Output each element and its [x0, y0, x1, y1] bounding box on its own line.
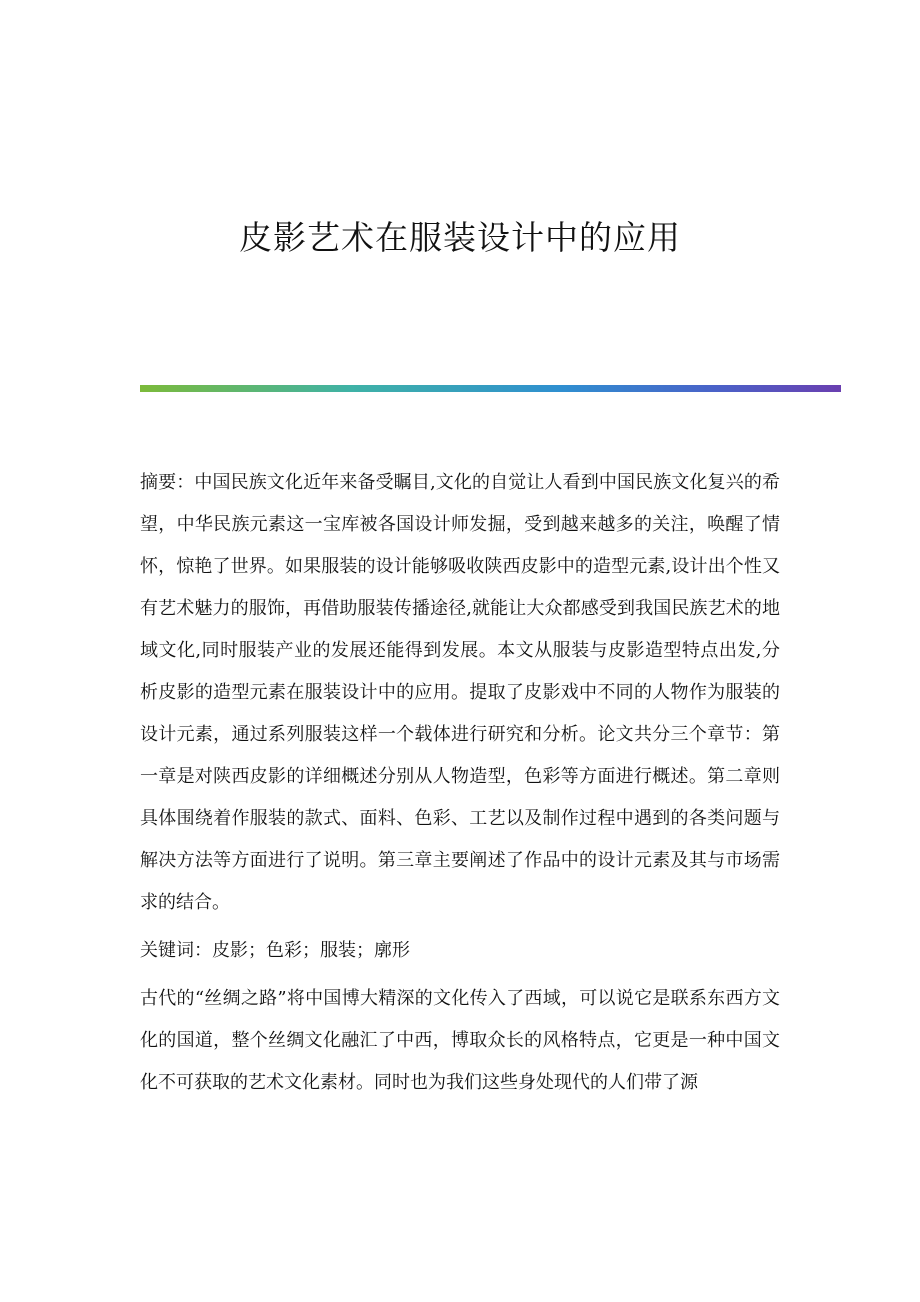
document-title: 皮影艺术在服装设计中的应用	[239, 218, 681, 257]
abstract-paragraph: 摘要：中国民族文化近年来备受瞩目,文化的自觉让人看到中国民族文化复兴的希望，中华民族元素这一宝库被各国设计师发掘，受到越来越多的关注，唤醒了情怀，惊艳了世界。如果服装的设计能够吸收陕西皮影中的造型元素,设计出个性又有艺术魅力的服饰，再借助服装传播途径,就能让大众都感受到我国民族艺术的地域文化,同时服装产业的发展还能得到发展。本文从服装与皮影造型特点出发,分析皮影的造型元素在服装设计中的应用。提取了皮影戏中不同的人物作为服装的设计元素，通过系列服装这样一个载体进行研究和分析。论文共分三个章节：第一章是对陕西皮影的详细概述分别从人物造型，色彩等方面进行概述。第二章则具体围绕着作服装的款式、面料、色彩、工艺以及制作过程中遇到的各类问题与解决方法等方面进行了说明。第三章主要阐述了作品中的设计元素及其与市场需求的结合。	[140, 472, 780, 913]
keywords-paragraph: 关键词：皮影；色彩；服装；廓形	[140, 940, 410, 961]
title-divider	[140, 385, 841, 392]
document-body	[140, 462, 780, 1110]
intro-paragraph: 古代的“丝绸之路”将中国博大精深的文化传入了西域，可以说它是联系东西方文化的国道，整个丝绸文化融汇了中西，博取众长的风格特点，它更是一种中国文化不可获取的艺术文化素材。同时也为我们这些身处现代的人们带了源	[140, 988, 780, 1093]
